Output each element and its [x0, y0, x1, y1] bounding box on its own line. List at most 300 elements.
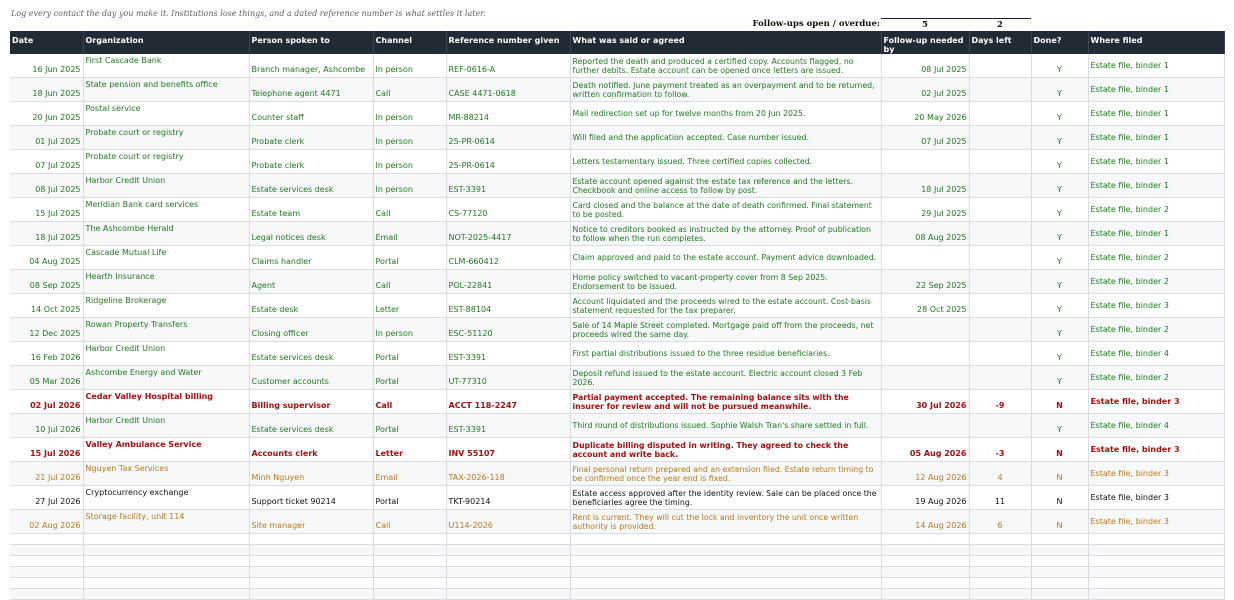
cell-organization[interactable]: State pension and benefits office: [83, 78, 249, 102]
cell-days-left[interactable]: [969, 126, 1031, 150]
cell-channel[interactable]: In person: [373, 102, 446, 126]
empty-cell[interactable]: [446, 534, 570, 545]
cell-followup-date[interactable]: 05 Aug 2026: [881, 438, 969, 462]
col-header-days-left[interactable]: Days left: [969, 31, 1031, 54]
empty-cell[interactable]: [570, 534, 881, 545]
cell-days-left[interactable]: [969, 198, 1031, 222]
cell-days-left[interactable]: [969, 78, 1031, 102]
col-header-reference[interactable]: Reference number given: [446, 31, 570, 54]
cell-date[interactable]: 20 Jun 2025: [10, 102, 83, 126]
cell-channel[interactable]: Call: [373, 390, 446, 414]
empty-cell[interactable]: [446, 556, 570, 567]
cell-person[interactable]: Support ticket 90214: [249, 486, 373, 510]
cell-reference[interactable]: U114-2026: [446, 510, 570, 534]
col-header-where-filed[interactable]: Where filed: [1088, 31, 1224, 54]
cell-channel[interactable]: In person: [373, 318, 446, 342]
cell-what-said[interactable]: Deposit refund issued to the estate account. Electric account closed 3 Feb 2026.: [570, 366, 881, 390]
empty-cell[interactable]: [969, 534, 1031, 545]
cell-done[interactable]: Y: [1031, 342, 1088, 366]
cell-what-said[interactable]: First partial distributions issued to the three residue beneficiaries.: [570, 342, 881, 366]
cell-reference[interactable]: MR-88214: [446, 102, 570, 126]
empty-cell[interactable]: [249, 589, 373, 600]
empty-cell[interactable]: [1031, 578, 1088, 589]
cell-where-filed[interactable]: Estate file, binder 3: [1088, 462, 1224, 486]
cell-date[interactable]: 07 Jul 2025: [10, 150, 83, 174]
log-body: [10, 54, 1224, 600]
cell-followup-date[interactable]: 08 Aug 2025: [881, 222, 969, 246]
cell-followup-date[interactable]: 02 Jul 2025: [881, 78, 969, 102]
cell-person[interactable]: Billing supervisor: [249, 390, 373, 414]
cell-days-left[interactable]: [969, 174, 1031, 198]
cell-done[interactable]: Y: [1031, 366, 1088, 390]
cell-done[interactable]: Y: [1031, 150, 1088, 174]
empty-cell[interactable]: [1031, 567, 1088, 578]
empty-row: [10, 545, 1224, 556]
cell-days-left[interactable]: [969, 102, 1031, 126]
cell-done[interactable]: Y: [1031, 198, 1088, 222]
empty-cell[interactable]: [10, 567, 83, 578]
cell-organization[interactable]: Probate court or registry: [83, 126, 249, 150]
cell-channel[interactable]: Portal: [373, 486, 446, 510]
cell-what-said[interactable]: Final personal return prepared and an extension filed. Estate return timing to be confirmed once the year end is fixed.: [570, 462, 881, 486]
cell-reference[interactable]: CASE 4471-0618: [446, 78, 570, 102]
cell-where-filed[interactable]: Estate file, binder 1: [1088, 150, 1224, 174]
cell-person[interactable]: Probate clerk: [249, 150, 373, 174]
cell-channel[interactable]: In person: [373, 174, 446, 198]
empty-cell[interactable]: [446, 589, 570, 600]
followups-overdue-count: 2: [969, 18, 1031, 32]
cell-where-filed[interactable]: Estate file, binder 1: [1088, 102, 1224, 126]
cell-where-filed[interactable]: Estate file, binder 3: [1088, 390, 1224, 414]
cell-organization[interactable]: Cryptocurrency exchange: [83, 486, 249, 510]
cell-reference[interactable]: TKT-90214: [446, 486, 570, 510]
empty-cell[interactable]: [881, 578, 969, 589]
empty-cell[interactable]: [969, 556, 1031, 567]
empty-cell[interactable]: [881, 545, 969, 556]
empty-cell[interactable]: [969, 578, 1031, 589]
cell-what-said[interactable]: Rent is current. They will cut the lock and inventory the unit once written authority is provided.: [570, 510, 881, 534]
cell-reference[interactable]: ACCT 118-2247: [446, 390, 570, 414]
cell-organization[interactable]: Cedar Valley Hospital billing: [83, 390, 249, 414]
empty-cell[interactable]: [881, 589, 969, 600]
cell-where-filed[interactable]: Estate file, binder 1: [1088, 78, 1224, 102]
cell-days-left[interactable]: 11: [969, 486, 1031, 510]
cell-what-said[interactable]: Claim approved and paid to the estate account. Payment advice downloaded.: [570, 246, 881, 270]
log-row: [10, 318, 1224, 342]
col-header-date[interactable]: Date: [10, 31, 83, 54]
cell-organization[interactable]: Probate court or registry: [83, 150, 249, 174]
cell-where-filed[interactable]: Estate file, binder 2: [1088, 198, 1224, 222]
cell-organization[interactable]: Nguyen Tax Services: [83, 462, 249, 486]
cell-organization[interactable]: Meridian Bank card services: [83, 198, 249, 222]
cell-what-said[interactable]: Partial payment accepted. The remaining balance sits with the insurer for review and will not be pursued meanwhile.: [570, 390, 881, 414]
cell-followup-date[interactable]: 19 Aug 2026: [881, 486, 969, 510]
cell-channel[interactable]: Call: [373, 78, 446, 102]
cell-done[interactable]: Y: [1031, 294, 1088, 318]
cell-done[interactable]: N: [1031, 390, 1088, 414]
empty-cell[interactable]: [1088, 556, 1224, 567]
cell-date[interactable]: 10 Jul 2026: [10, 414, 83, 438]
cell-channel[interactable]: Letter: [373, 438, 446, 462]
cell-organization[interactable]: Cascade Mutual Life: [83, 246, 249, 270]
empty-cell[interactable]: [249, 567, 373, 578]
log-row: [10, 510, 1224, 534]
log-row: [10, 150, 1224, 174]
empty-cell[interactable]: [1031, 545, 1088, 556]
empty-cell[interactable]: [1088, 578, 1224, 589]
cell-done[interactable]: Y: [1031, 78, 1088, 102]
cell-done[interactable]: N: [1031, 462, 1088, 486]
cell-reference[interactable]: EST-3391: [446, 342, 570, 366]
empty-cell[interactable]: [446, 578, 570, 589]
empty-cell[interactable]: [83, 545, 249, 556]
cell-followup-date[interactable]: 12 Aug 2026: [881, 462, 969, 486]
cell-reference[interactable]: POL-22841: [446, 270, 570, 294]
log-row: [10, 246, 1224, 270]
cell-what-said[interactable]: Account liquidated and the proceeds wired to the estate account. Cost-basis statement requested for the tax preparer.: [570, 294, 881, 318]
cell-reference[interactable]: TAX-2026-118: [446, 462, 570, 486]
cell-where-filed[interactable]: Estate file, binder 3: [1088, 486, 1224, 510]
cell-followup-date[interactable]: [881, 342, 969, 366]
empty-cell[interactable]: [969, 567, 1031, 578]
empty-cell[interactable]: [373, 567, 446, 578]
cell-organization[interactable]: Harbor Credit Union: [83, 174, 249, 198]
cell-person[interactable]: Customer accounts: [249, 366, 373, 390]
cell-done[interactable]: N: [1031, 510, 1088, 534]
cell-channel[interactable]: Portal: [373, 414, 446, 438]
header-row: [10, 31, 1224, 54]
cell-days-left[interactable]: [969, 270, 1031, 294]
cell-what-said[interactable]: Reported the death and produced a certified copy. Accounts flagged, no further debits. Estate account can be opened once letters are issued.: [570, 54, 881, 78]
cell-followup-date[interactable]: [881, 246, 969, 270]
empty-cell[interactable]: [1088, 534, 1224, 545]
cell-organization[interactable]: Ashcombe Energy and Water: [83, 366, 249, 390]
cell-where-filed[interactable]: Estate file, binder 1: [1088, 222, 1224, 246]
cell-done[interactable]: Y: [1031, 54, 1088, 78]
col-header-channel[interactable]: Channel: [373, 31, 446, 54]
empty-cell[interactable]: [881, 556, 969, 567]
cell-person[interactable]: Probate clerk: [249, 126, 373, 150]
empty-cell[interactable]: [570, 556, 881, 567]
cell-date[interactable]: 15 Jul 2025: [10, 198, 83, 222]
cell-channel[interactable]: Portal: [373, 342, 446, 366]
cell-days-left[interactable]: 4: [969, 462, 1031, 486]
cell-done[interactable]: Y: [1031, 318, 1088, 342]
cell-what-said[interactable]: Notice to creditors booked as instructed by the attorney. Proof of publication to follow when the run completes.: [570, 222, 881, 246]
cell-what-said[interactable]: Mail redirection set up for twelve months from 20 Jun 2025.: [570, 102, 881, 126]
cell-reference[interactable]: INV 55107: [446, 438, 570, 462]
empty-cell[interactable]: [249, 578, 373, 589]
cell-where-filed[interactable]: Estate file, binder 3: [1088, 294, 1224, 318]
cell-days-left[interactable]: [969, 414, 1031, 438]
log-row: [10, 54, 1224, 78]
empty-cell[interactable]: [881, 567, 969, 578]
cell-person[interactable]: Estate desk: [249, 294, 373, 318]
cell-done[interactable]: N: [1031, 438, 1088, 462]
cell-date[interactable]: 18 Jul 2025: [10, 222, 83, 246]
cell-done[interactable]: Y: [1031, 126, 1088, 150]
cell-organization[interactable]: First Cascade Bank: [83, 54, 249, 78]
empty-row: [10, 534, 1224, 545]
empty-row: [10, 589, 1224, 600]
cell-date[interactable]: 01 Jul 2025: [10, 126, 83, 150]
cell-what-said[interactable]: Death notified. June payment treated as an overpayment and to be returned, written confirmation to follow.: [570, 78, 881, 102]
empty-cell[interactable]: [373, 578, 446, 589]
cell-channel[interactable]: Portal: [373, 246, 446, 270]
cell-channel[interactable]: Call: [373, 510, 446, 534]
cell-followup-date[interactable]: [881, 318, 969, 342]
cell-date[interactable]: 21 Jul 2026: [10, 462, 83, 486]
cell-channel[interactable]: Email: [373, 222, 446, 246]
cell-days-left[interactable]: -3: [969, 438, 1031, 462]
cell-channel[interactable]: Email: [373, 462, 446, 486]
cell-reference[interactable]: CLM-660412: [446, 246, 570, 270]
cell-where-filed[interactable]: Estate file, binder 1: [1088, 174, 1224, 198]
empty-cell[interactable]: [373, 545, 446, 556]
log-row: [10, 102, 1224, 126]
cell-followup-date[interactable]: 14 Aug 2026: [881, 510, 969, 534]
cell-what-said[interactable]: Letters testamentary issued. Three certified copies collected.: [570, 150, 881, 174]
cell-what-said[interactable]: Will filed and the application accepted. Case number issued.: [570, 126, 881, 150]
cell-what-said[interactable]: Sale of 14 Maple Street completed. Mortgage paid off from the proceeds, net proceeds wired the same day.: [570, 318, 881, 342]
cell-date[interactable]: 12 Dec 2025: [10, 318, 83, 342]
cell-person[interactable]: Branch manager, Ashcombe: [249, 54, 373, 78]
followup-summary-label: Follow-ups open / overdue:: [752, 19, 880, 29]
empty-cell[interactable]: [249, 556, 373, 567]
empty-cell[interactable]: [10, 589, 83, 600]
cell-date[interactable]: 16 Jun 2025: [10, 54, 83, 78]
log-row: [10, 126, 1224, 150]
empty-row: [10, 556, 1224, 567]
cell-followup-date[interactable]: 20 May 2026: [881, 102, 969, 126]
empty-cell[interactable]: [249, 545, 373, 556]
empty-cell[interactable]: [373, 589, 446, 600]
cell-what-said[interactable]: Estate account opened against the estate tax reference and the letters. Checkbook and online access to follow by post.: [570, 174, 881, 198]
cell-days-left[interactable]: [969, 366, 1031, 390]
cell-days-left[interactable]: [969, 246, 1031, 270]
cell-done[interactable]: Y: [1031, 174, 1088, 198]
empty-cell[interactable]: [10, 578, 83, 589]
empty-cell[interactable]: [881, 534, 969, 545]
cell-followup-date[interactable]: 28 Oct 2025: [881, 294, 969, 318]
empty-cell[interactable]: [570, 545, 881, 556]
cell-where-filed[interactable]: Estate file, binder 4: [1088, 414, 1224, 438]
cell-reference[interactable]: UT-77310: [446, 366, 570, 390]
cell-date[interactable]: 04 Aug 2025: [10, 246, 83, 270]
cell-date[interactable]: 15 Jul 2026: [10, 438, 83, 462]
cell-person[interactable]: Accounts clerk: [249, 438, 373, 462]
empty-cell[interactable]: [83, 589, 249, 600]
log-row: [10, 486, 1224, 510]
contact-log-table: [10, 31, 1225, 600]
col-header-person[interactable]: Person spoken to: [249, 31, 373, 54]
empty-cell[interactable]: [969, 589, 1031, 600]
empty-cell[interactable]: [969, 545, 1031, 556]
empty-cell[interactable]: [1088, 567, 1224, 578]
log-row: [10, 438, 1224, 462]
empty-cell[interactable]: [83, 556, 249, 567]
cell-date[interactable]: 27 Jul 2026: [10, 486, 83, 510]
cell-followup-date[interactable]: [881, 414, 969, 438]
cell-person[interactable]: Estate team: [249, 198, 373, 222]
empty-cell[interactable]: [10, 534, 83, 545]
cell-channel[interactable]: Call: [373, 198, 446, 222]
empty-row: [10, 567, 1224, 578]
empty-cell[interactable]: [83, 534, 249, 545]
cell-what-said[interactable]: Duplicate billing disputed in writing. They agreed to check the account and write back.: [570, 438, 881, 462]
cell-followup-date[interactable]: [881, 366, 969, 390]
col-header-followup[interactable]: Follow-up needed by: [881, 31, 969, 54]
empty-cell[interactable]: [83, 567, 249, 578]
cell-where-filed[interactable]: Estate file, binder 2: [1088, 366, 1224, 390]
cell-where-filed[interactable]: Estate file, binder 2: [1088, 246, 1224, 270]
cell-person[interactable]: Claims handler: [249, 246, 373, 270]
empty-cell[interactable]: [1088, 545, 1224, 556]
log-row: [10, 270, 1224, 294]
cell-organization[interactable]: Ridgeline Brokerage: [83, 294, 249, 318]
cell-person[interactable]: Closing officer: [249, 318, 373, 342]
cell-reference[interactable]: 25-PR-0614: [446, 126, 570, 150]
cell-organization[interactable]: Postal service: [83, 102, 249, 126]
cell-where-filed[interactable]: Estate file, binder 3: [1088, 510, 1224, 534]
cell-person[interactable]: Estate services desk: [249, 174, 373, 198]
cell-reference[interactable]: ESC-51120: [446, 318, 570, 342]
log-row: [10, 342, 1224, 366]
cell-organization[interactable]: Valley Ambulance Service: [83, 438, 249, 462]
cell-where-filed[interactable]: Estate file, binder 1: [1088, 126, 1224, 150]
empty-cell[interactable]: [446, 545, 570, 556]
cell-days-left[interactable]: [969, 294, 1031, 318]
cell-organization[interactable]: Harbor Credit Union: [83, 342, 249, 366]
cell-where-filed[interactable]: Estate file, binder 4: [1088, 342, 1224, 366]
empty-cell[interactable]: [373, 534, 446, 545]
cell-where-filed[interactable]: Estate file, binder 3: [1088, 438, 1224, 462]
cell-channel[interactable]: In person: [373, 54, 446, 78]
empty-cell[interactable]: [10, 556, 83, 567]
cell-where-filed[interactable]: Estate file, binder 1: [1088, 54, 1224, 78]
log-row: [10, 174, 1224, 198]
cell-date[interactable]: 02 Aug 2026: [10, 510, 83, 534]
cell-what-said[interactable]: Estate access approved after the identity review. Sale can be placed once the beneficiaries agree the timing.: [570, 486, 881, 510]
cell-done[interactable]: Y: [1031, 222, 1088, 246]
empty-cell[interactable]: [1031, 556, 1088, 567]
cell-organization[interactable]: Storage facility, unit 114: [83, 510, 249, 534]
cell-person[interactable]: Minh Nguyen: [249, 462, 373, 486]
cell-done[interactable]: Y: [1031, 102, 1088, 126]
cell-person[interactable]: Telephone agent 4471: [249, 78, 373, 102]
instruction-note: Log every contact the day you make it. Institutions lose things, and a dated reference number is what settles it later.: [11, 9, 486, 18]
cell-days-left[interactable]: [969, 222, 1031, 246]
log-row: [10, 294, 1224, 318]
cell-person[interactable]: Estate services desk: [249, 342, 373, 366]
cell-date[interactable]: 08 Sep 2025: [10, 270, 83, 294]
cell-person[interactable]: Site manager: [249, 510, 373, 534]
cell-where-filed[interactable]: Estate file, binder 2: [1088, 318, 1224, 342]
cell-organization[interactable]: Hearth Insurance: [83, 270, 249, 294]
empty-cell[interactable]: [1031, 589, 1088, 600]
empty-cell[interactable]: [83, 578, 249, 589]
col-header-organization[interactable]: Organization: [83, 31, 249, 54]
cell-person[interactable]: Agent: [249, 270, 373, 294]
col-header-what-said[interactable]: What was said or agreed: [570, 31, 881, 54]
empty-cell[interactable]: [570, 578, 881, 589]
log-row: [10, 78, 1224, 102]
log-row: [10, 414, 1224, 438]
cell-person[interactable]: Counter staff: [249, 102, 373, 126]
cell-reference[interactable]: 25-PR-0614: [446, 150, 570, 174]
empty-cell[interactable]: [570, 589, 881, 600]
cell-date[interactable]: 08 Jul 2025: [10, 174, 83, 198]
cell-organization[interactable]: Rowan Property Transfers: [83, 318, 249, 342]
cell-followup-date[interactable]: 07 Jul 2025: [881, 126, 969, 150]
cell-date[interactable]: 16 Feb 2026: [10, 342, 83, 366]
cell-what-said[interactable]: Home policy switched to vacant-property cover from 8 Sep 2025. Endorsement to be issued.: [570, 270, 881, 294]
cell-days-left[interactable]: [969, 54, 1031, 78]
cell-followup-date[interactable]: 18 Jul 2025: [881, 174, 969, 198]
empty-cell[interactable]: [373, 556, 446, 567]
cell-followup-date[interactable]: 22 Sep 2025: [881, 270, 969, 294]
cell-person[interactable]: Estate services desk: [249, 414, 373, 438]
cell-what-said[interactable]: Third round of distributions issued. Sophie Walsh Tran's share settled in full.: [570, 414, 881, 438]
empty-cell[interactable]: [1088, 589, 1224, 600]
cell-reference[interactable]: EST-3391: [446, 414, 570, 438]
cell-days-left[interactable]: -9: [969, 390, 1031, 414]
cell-where-filed[interactable]: Estate file, binder 2: [1088, 270, 1224, 294]
cell-reference[interactable]: REF-0616-A: [446, 54, 570, 78]
cell-channel[interactable]: Call: [373, 270, 446, 294]
cell-days-left[interactable]: [969, 342, 1031, 366]
log-row: [10, 390, 1224, 414]
cell-date[interactable]: 18 Jun 2025: [10, 78, 83, 102]
cell-organization[interactable]: The Ashcombe Herald: [83, 222, 249, 246]
followups-open-count: 5: [881, 18, 969, 32]
empty-cell[interactable]: [446, 567, 570, 578]
cell-date[interactable]: 05 Mar 2026: [10, 366, 83, 390]
cell-done[interactable]: Y: [1031, 246, 1088, 270]
cell-followup-date[interactable]: 08 Jul 2025: [881, 54, 969, 78]
col-header-done[interactable]: Done?: [1031, 31, 1088, 54]
cell-date[interactable]: 02 Jul 2026: [10, 390, 83, 414]
cell-date[interactable]: 14 Oct 2025: [10, 294, 83, 318]
cell-done[interactable]: N: [1031, 486, 1088, 510]
empty-cell[interactable]: [570, 567, 881, 578]
cell-reference[interactable]: EST-3391: [446, 174, 570, 198]
cell-what-said[interactable]: Card closed and the balance at the date of death confirmed. Final statement to be posted.: [570, 198, 881, 222]
cell-channel[interactable]: In person: [373, 150, 446, 174]
cell-channel[interactable]: Letter: [373, 294, 446, 318]
cell-reference[interactable]: EST-88104: [446, 294, 570, 318]
cell-done[interactable]: Y: [1031, 414, 1088, 438]
cell-done[interactable]: Y: [1031, 270, 1088, 294]
cell-followup-date[interactable]: 30 Jul 2026: [881, 390, 969, 414]
cell-followup-date[interactable]: 29 Jul 2025: [881, 198, 969, 222]
cell-reference[interactable]: NOT-2025-4417: [446, 222, 570, 246]
log-row: [10, 462, 1224, 486]
log-row: [10, 222, 1224, 246]
empty-cell[interactable]: [249, 534, 373, 545]
cell-reference[interactable]: CS-77120: [446, 198, 570, 222]
cell-days-left[interactable]: [969, 150, 1031, 174]
cell-organization[interactable]: Harbor Credit Union: [83, 414, 249, 438]
cell-channel[interactable]: In person: [373, 126, 446, 150]
empty-cell[interactable]: [1031, 534, 1088, 545]
empty-cell[interactable]: [10, 545, 83, 556]
cell-channel[interactable]: Portal: [373, 366, 446, 390]
cell-days-left[interactable]: 6: [969, 510, 1031, 534]
cell-days-left[interactable]: [969, 318, 1031, 342]
cell-followup-date[interactable]: [881, 150, 969, 174]
cell-person[interactable]: Legal notices desk: [249, 222, 373, 246]
